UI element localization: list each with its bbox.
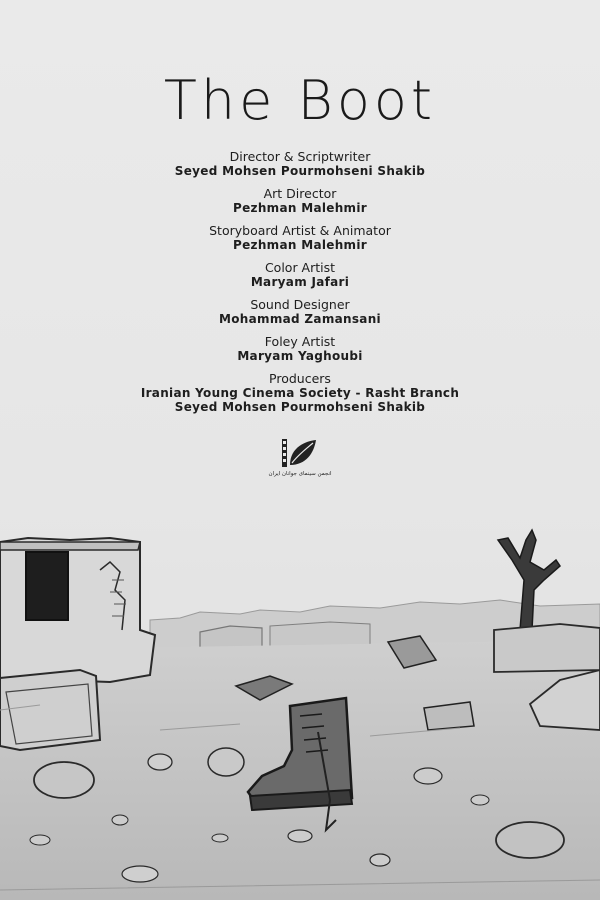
credit-role: Director & Scriptwriter [229, 149, 371, 164]
wasteland-illustration [0, 500, 600, 900]
credit-name: Pezhman Malehmir [233, 238, 367, 252]
credit-role: Storyboard Artist & Animator [209, 223, 391, 238]
credit-director [0, 150, 600, 178]
credit-name: Maryam Yaghoubi [237, 349, 363, 363]
credit-role: Art Director [263, 186, 337, 201]
credit-role: Color Artist [264, 260, 336, 275]
logo-text: انجمن سینمای جوانان ایران [268, 471, 332, 477]
credits-list [0, 150, 600, 423]
credit-storyboard [0, 224, 600, 252]
credit-sound-designer [0, 298, 600, 326]
credit-name: Pezhman Malehmir [233, 201, 367, 215]
credit-role: Foley Artist [264, 334, 336, 349]
credit-name: Seyed Mohsen Pourmohseni Shakib [174, 400, 426, 414]
credit-name: Iranian Young Cinema Society - Rasht Branch [140, 386, 460, 400]
credit-role: Producers [269, 371, 331, 386]
credit-name: Mohammad Zamansani [219, 312, 381, 326]
credit-foley-artist [0, 335, 600, 363]
credit-name: Maryam Jafari [250, 275, 350, 289]
credit-producers [0, 372, 600, 414]
poster-title: The Boot [163, 69, 437, 132]
credit-name: Seyed Mohsen Pourmohseni Shakib [174, 164, 426, 178]
credit-art-director [0, 187, 600, 215]
credit-role: Sound Designer [250, 297, 350, 312]
leaf-film-logo-icon [268, 437, 332, 479]
credit-color-artist [0, 261, 600, 289]
